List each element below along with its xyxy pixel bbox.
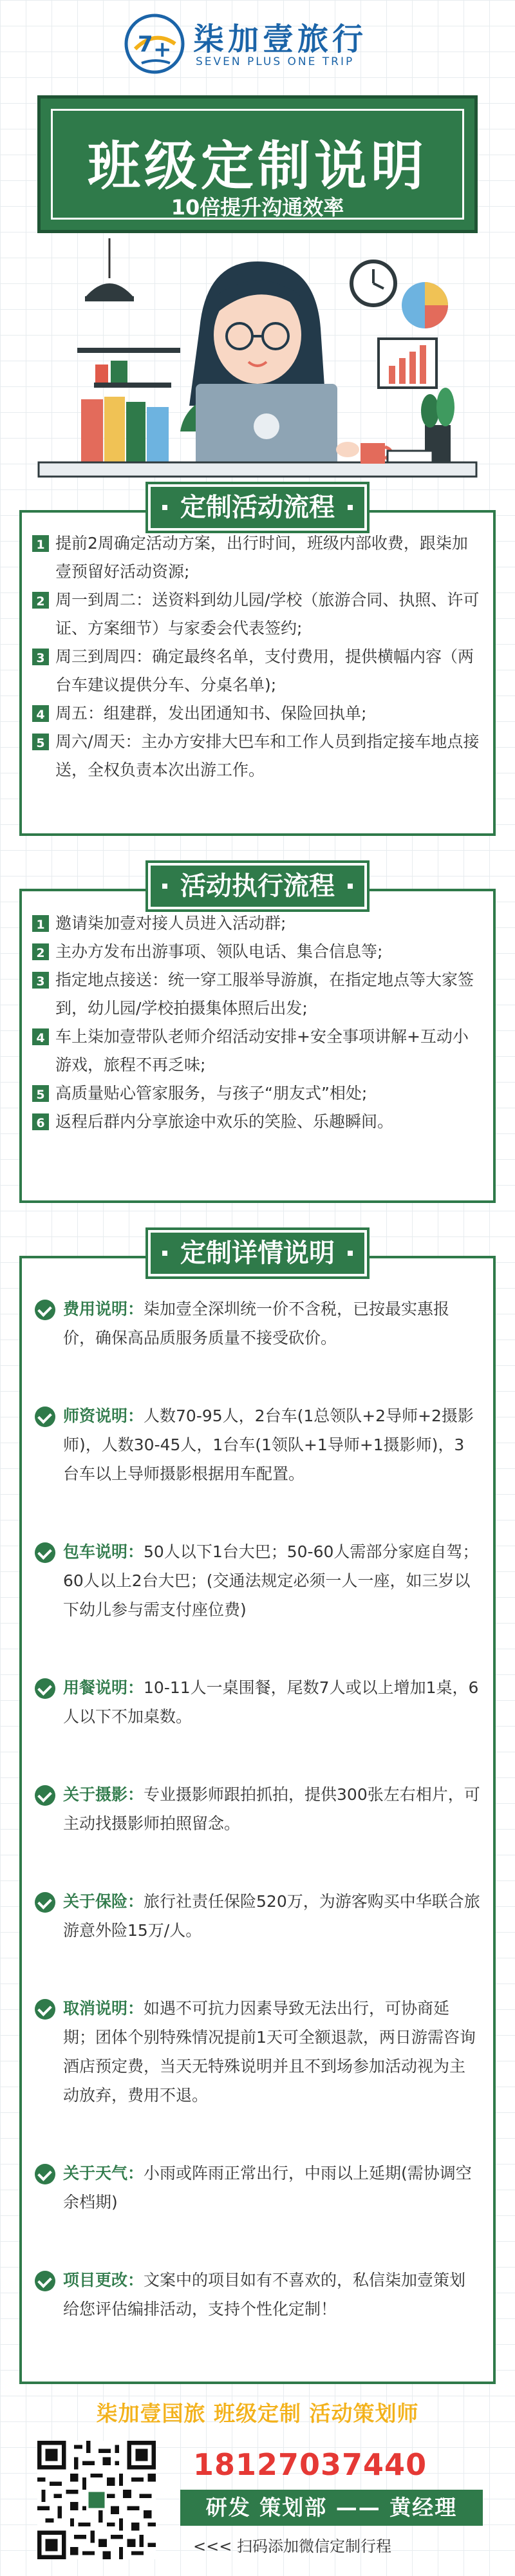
section-title: 定制活动流程	[151, 487, 364, 528]
list-item	[32, 938, 483, 966]
list-item-text: 周三到周四：确定最终名单，支付费用，提供横幅内容（两台车建议提供分车、分桌名单);	[55, 647, 474, 694]
list-item-text: 提前2周确定活动方案，出行时间，班级内部收费，跟柒加壹预留好活动资源;	[55, 534, 468, 581]
svg-text:+: +	[153, 37, 172, 62]
step-number: 2	[32, 592, 49, 609]
step-number: 1	[32, 535, 49, 552]
title-banner	[37, 95, 478, 233]
list-item	[32, 1079, 483, 1108]
contact-person: 研发 策划部 —— 黄经理	[180, 2490, 483, 2526]
detail-text: 人数70-95人，2台车(1总领队+2导师+2摄影师)，人数30-45人，1台车(1领队+1导师+1摄影师)，3台车以上导师摄影根据用车配置。	[63, 1406, 474, 1483]
detail-text: 如遇不可抗力因素导致无法出行，可协商延期；团体个别特殊情况提前1天可全额退款，两日游需咨询酒店预定费，当天无特殊说明并且不到场参加活动视为主动放弃，费用不退。	[63, 1999, 476, 2105]
check-icon	[35, 1406, 55, 1427]
detail-label: 关于天气：	[63, 2164, 144, 2183]
section-title: 定制详情说明	[151, 1233, 364, 1274]
check-icon	[35, 1999, 55, 2020]
detail-item	[35, 1887, 480, 1945]
contact-phone[interactable]: 18127037440	[193, 2447, 427, 2482]
detail-item	[35, 1401, 480, 1488]
list-item	[32, 699, 483, 728]
list-item	[32, 909, 483, 938]
detail-item	[35, 1994, 480, 2110]
list-item-text: 高质量贴心管家服务，与孩子“朋友式”相处;	[55, 1084, 368, 1103]
detail-label: 用餐说明：	[63, 1678, 144, 1697]
list-item-text: 周六/周天：主办方安排大巴车和工作人员到指定接车地点接送，全权负责本次出游工作。	[55, 732, 480, 779]
step-number: 1	[32, 915, 49, 932]
brand-name: 柒加壹旅行	[193, 21, 368, 57]
detail-label: 费用说明：	[63, 1300, 144, 1318]
detail-item	[35, 1673, 480, 1731]
section-activity-flow	[19, 493, 496, 836]
check-icon	[35, 1892, 55, 1913]
check-icon	[35, 1678, 55, 1699]
brand-subtitle: SEVEN PLUS ONE TRIP	[196, 55, 355, 68]
detail-text: 专业摄影师跟拍抓拍，提供300张左右相片，可主动找摄影师拍照留念。	[63, 1785, 480, 1833]
list-item-text: 周一到周二：送资料到幼儿园/学校（旅游合同、执照、许可证、方案细节）与家委会代表签约;	[55, 591, 480, 638]
list-item	[32, 529, 483, 586]
detail-item	[35, 1780, 480, 1838]
detail-item	[35, 1294, 480, 1352]
scan-hint: <<< 扫码添加微信定制行程	[193, 2537, 391, 2555]
step-number: 3	[32, 649, 49, 665]
brand-logo-icon	[122, 12, 187, 76]
step-number: 5	[32, 1085, 49, 1102]
list-item-text: 主办方发布出游事项、领队电话、集合信息等;	[55, 942, 383, 961]
list-item-text: 周五：组建群，发出团通知书、保险回执单;	[55, 704, 367, 723]
detail-label: 关于保险：	[63, 1892, 144, 1911]
section-execution-flow	[19, 871, 496, 1203]
step-number: 4	[32, 705, 49, 722]
check-icon	[35, 1785, 55, 1806]
check-icon	[35, 2271, 55, 2291]
list-item	[32, 1108, 483, 1136]
svg-text:7: 7	[138, 32, 153, 57]
list-item-text: 车上柒加壹带队老师介绍活动安排+安全事项讲解+互动小游戏，旅程不再乏味;	[55, 1027, 469, 1074]
step-number: 5	[32, 734, 49, 750]
section-details	[19, 1238, 496, 2384]
detail-item	[35, 2159, 480, 2217]
step-number: 2	[32, 943, 49, 960]
check-icon	[35, 1300, 55, 1320]
list-item-text: 邀请柒加壹对接人员进入活动群;	[55, 914, 286, 933]
detail-item	[35, 2266, 480, 2324]
list-item	[32, 728, 483, 784]
detail-text: 小雨或阵雨正常出行，中雨以上延期(需协调空余档期)	[63, 2164, 472, 2211]
list-item	[32, 586, 483, 643]
detail-text: 50人以下1台大巴；50-60人需部分家庭自驾；60人以上2台大巴；(交通法规定必须一人一座，如三岁以下幼儿参与需支付座位费)	[63, 1542, 479, 1619]
list-item-text: 指定地点接送：统一穿工服举导游旗，在指定地点等大家签到，幼儿园/学校拍摄集体照后出发;	[55, 971, 474, 1018]
detail-label: 取消说明：	[63, 1999, 144, 2018]
brand-header	[122, 6, 406, 77]
step-number: 3	[32, 972, 49, 989]
footer-tagline: 柒加壹国旅 班级定制 活动策划师	[96, 2401, 419, 2426]
section-title: 活动执行流程	[151, 866, 364, 907]
detail-label: 项目更改：	[63, 2271, 144, 2289]
step-number: 4	[32, 1028, 49, 1045]
step-number: 6	[32, 1113, 49, 1130]
detail-label: 关于摄影：	[63, 1785, 144, 1804]
list-item	[32, 1023, 483, 1079]
detail-text: 旅行社责任保险520万，为游客购买中华联合旅游意外险15万/人。	[63, 1892, 480, 1940]
list-item	[32, 966, 483, 1023]
detail-label: 师资说明：	[63, 1406, 144, 1425]
list-item	[32, 643, 483, 699]
detail-label: 包车说明：	[63, 1542, 144, 1561]
detail-text: 文案中的项目如有不喜欢的，私信柒加壹策划给您评估编排活动，支持个性化定制！	[63, 2271, 466, 2318]
detail-text: 10-11人一桌围餐，尾数7人或以上增加1桌，6人以下不加桌数。	[63, 1678, 479, 1726]
list-item-text: 返程后群内分享旅途中欢乐的笑脸、乐趣瞬间。	[55, 1112, 394, 1131]
check-icon	[35, 2164, 55, 2184]
details-list	[35, 1294, 480, 2324]
office-illustration	[13, 238, 502, 496]
detail-item	[35, 1537, 480, 1624]
detail-text: 柒加壹全深圳统一价不含税，已按最实惠报价，确保高品质服务质量不接受砍价。	[63, 1300, 450, 1347]
check-icon	[35, 1542, 55, 1563]
qr-code-icon[interactable]	[37, 2441, 156, 2559]
activity-flow-list	[32, 529, 483, 784]
execution-flow-list	[32, 909, 483, 1136]
page-subtitle: 10倍提升沟通效率	[171, 195, 344, 220]
page-title: 班级定制说明	[87, 136, 427, 197]
